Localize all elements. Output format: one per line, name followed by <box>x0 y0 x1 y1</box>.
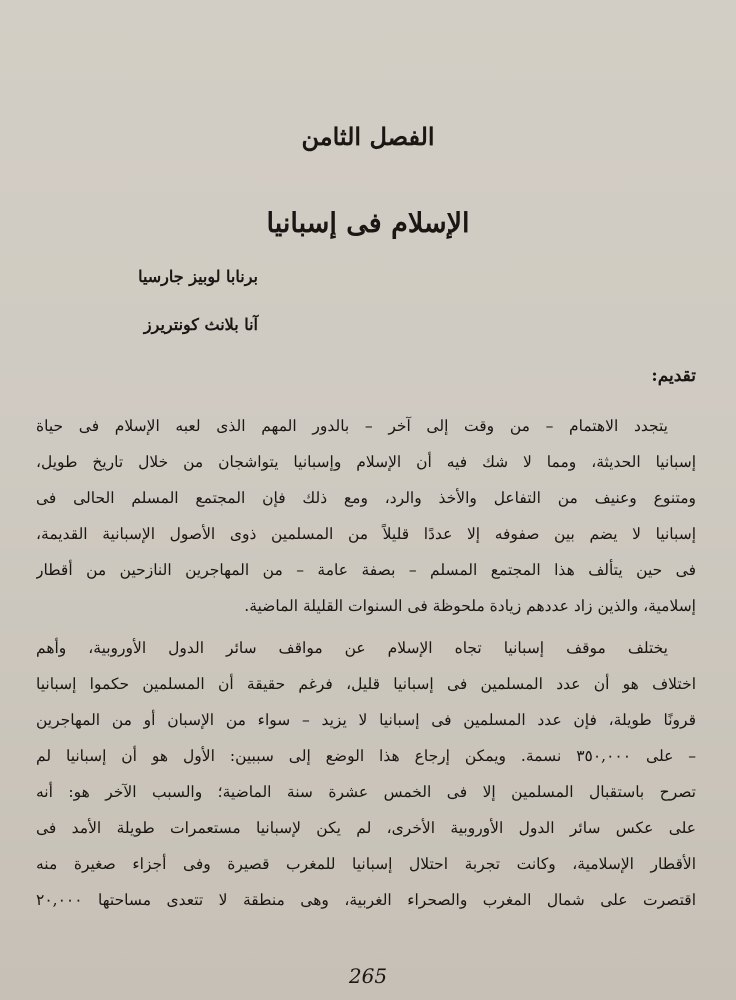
text-line: إسلامية، والذين زاد عددهم زيادة ملحوظة فى السنوات القليلة الماضية. <box>244 597 696 615</box>
section-heading: تقديم: <box>651 366 696 386</box>
chapter-title: الفصل الثامن <box>301 122 435 151</box>
text-line: إسبانيا الحديثة، ومما لا شك فيه أن الإسلام وإسبانيا يتواشجان من خلال تاريخ طويل، <box>36 453 696 471</box>
text-line: ومتنوع وعنيف من التفاعل والأخذ والرد، ومع ذلك فإن المجتمع المسلم الحالى فى <box>36 489 696 507</box>
text-line: يختلف موقف إسبانيا تجاه الإسلام عن مواقف سائر الدول الأوروبية، وأهم <box>36 639 668 657</box>
text-line: على عكس سائر الدول الأوروبية الأخرى، لم يكن لإسبانيا مستعمرات طويلة الأمد فى <box>36 819 696 837</box>
page-number: 265 <box>348 964 388 988</box>
text-line: اقتصرت على شمال المغرب والصحراء الغربية، وهى منطقة لا تتعدى مساحتها ٢٠,٠٠٠ <box>36 891 696 909</box>
text-line: اختلاف هو أن عدد المسلمين فى إسبانيا قليل، فرغم حقيقة أن المسلمين حكموا إسبانيا <box>36 675 696 693</box>
text-line: يتجدد الاهتمام – من وقت إلى آخر – بالدور المهم الذى لعبه الإسلام فى حياة <box>36 417 668 435</box>
text-line: إسبانيا لا يضم بين صفوفه إلا عددًا قليلاً من المسلمين ذوى الأصول الإسبانية القديمة، <box>36 525 696 543</box>
text-line: – على ٣٥٠,٠٠٠ نسمة. ويمكن إرجاع هذا الوضع إلى سببين: الأول هو أن إسبانيا لم <box>36 747 696 765</box>
author-name: آنا بلانث كونتريرز <box>143 315 258 334</box>
author-name: برنابا لوبيز جارسيا <box>138 267 258 286</box>
text-line: فى حين يتألف هذا المجتمع المسلم – بصفة عامة – من المهاجرين النازحين من أقطار <box>36 561 696 579</box>
article-title: الإسلام فى إسبانيا <box>266 208 470 239</box>
paragraph-2 <box>36 630 696 918</box>
paragraph-1 <box>36 408 696 624</box>
text-line: تصرح باستقبال المسلمين إلا فى الخمس عشرة سنة الماضية؛ والسبب الآخر هو: أنه <box>36 783 696 801</box>
text-line: الأقطار الإسلامية، وكانت تجربة احتلال إسبانيا للمغرب قصيرة وفى أجزاء صغيرة منه <box>36 855 696 873</box>
text-line: قرونًا طويلة، فإن عدد المسلمين فى إسبانيا لا يزيد – سواء من الإسبان أو من المهاجرين <box>36 711 696 729</box>
